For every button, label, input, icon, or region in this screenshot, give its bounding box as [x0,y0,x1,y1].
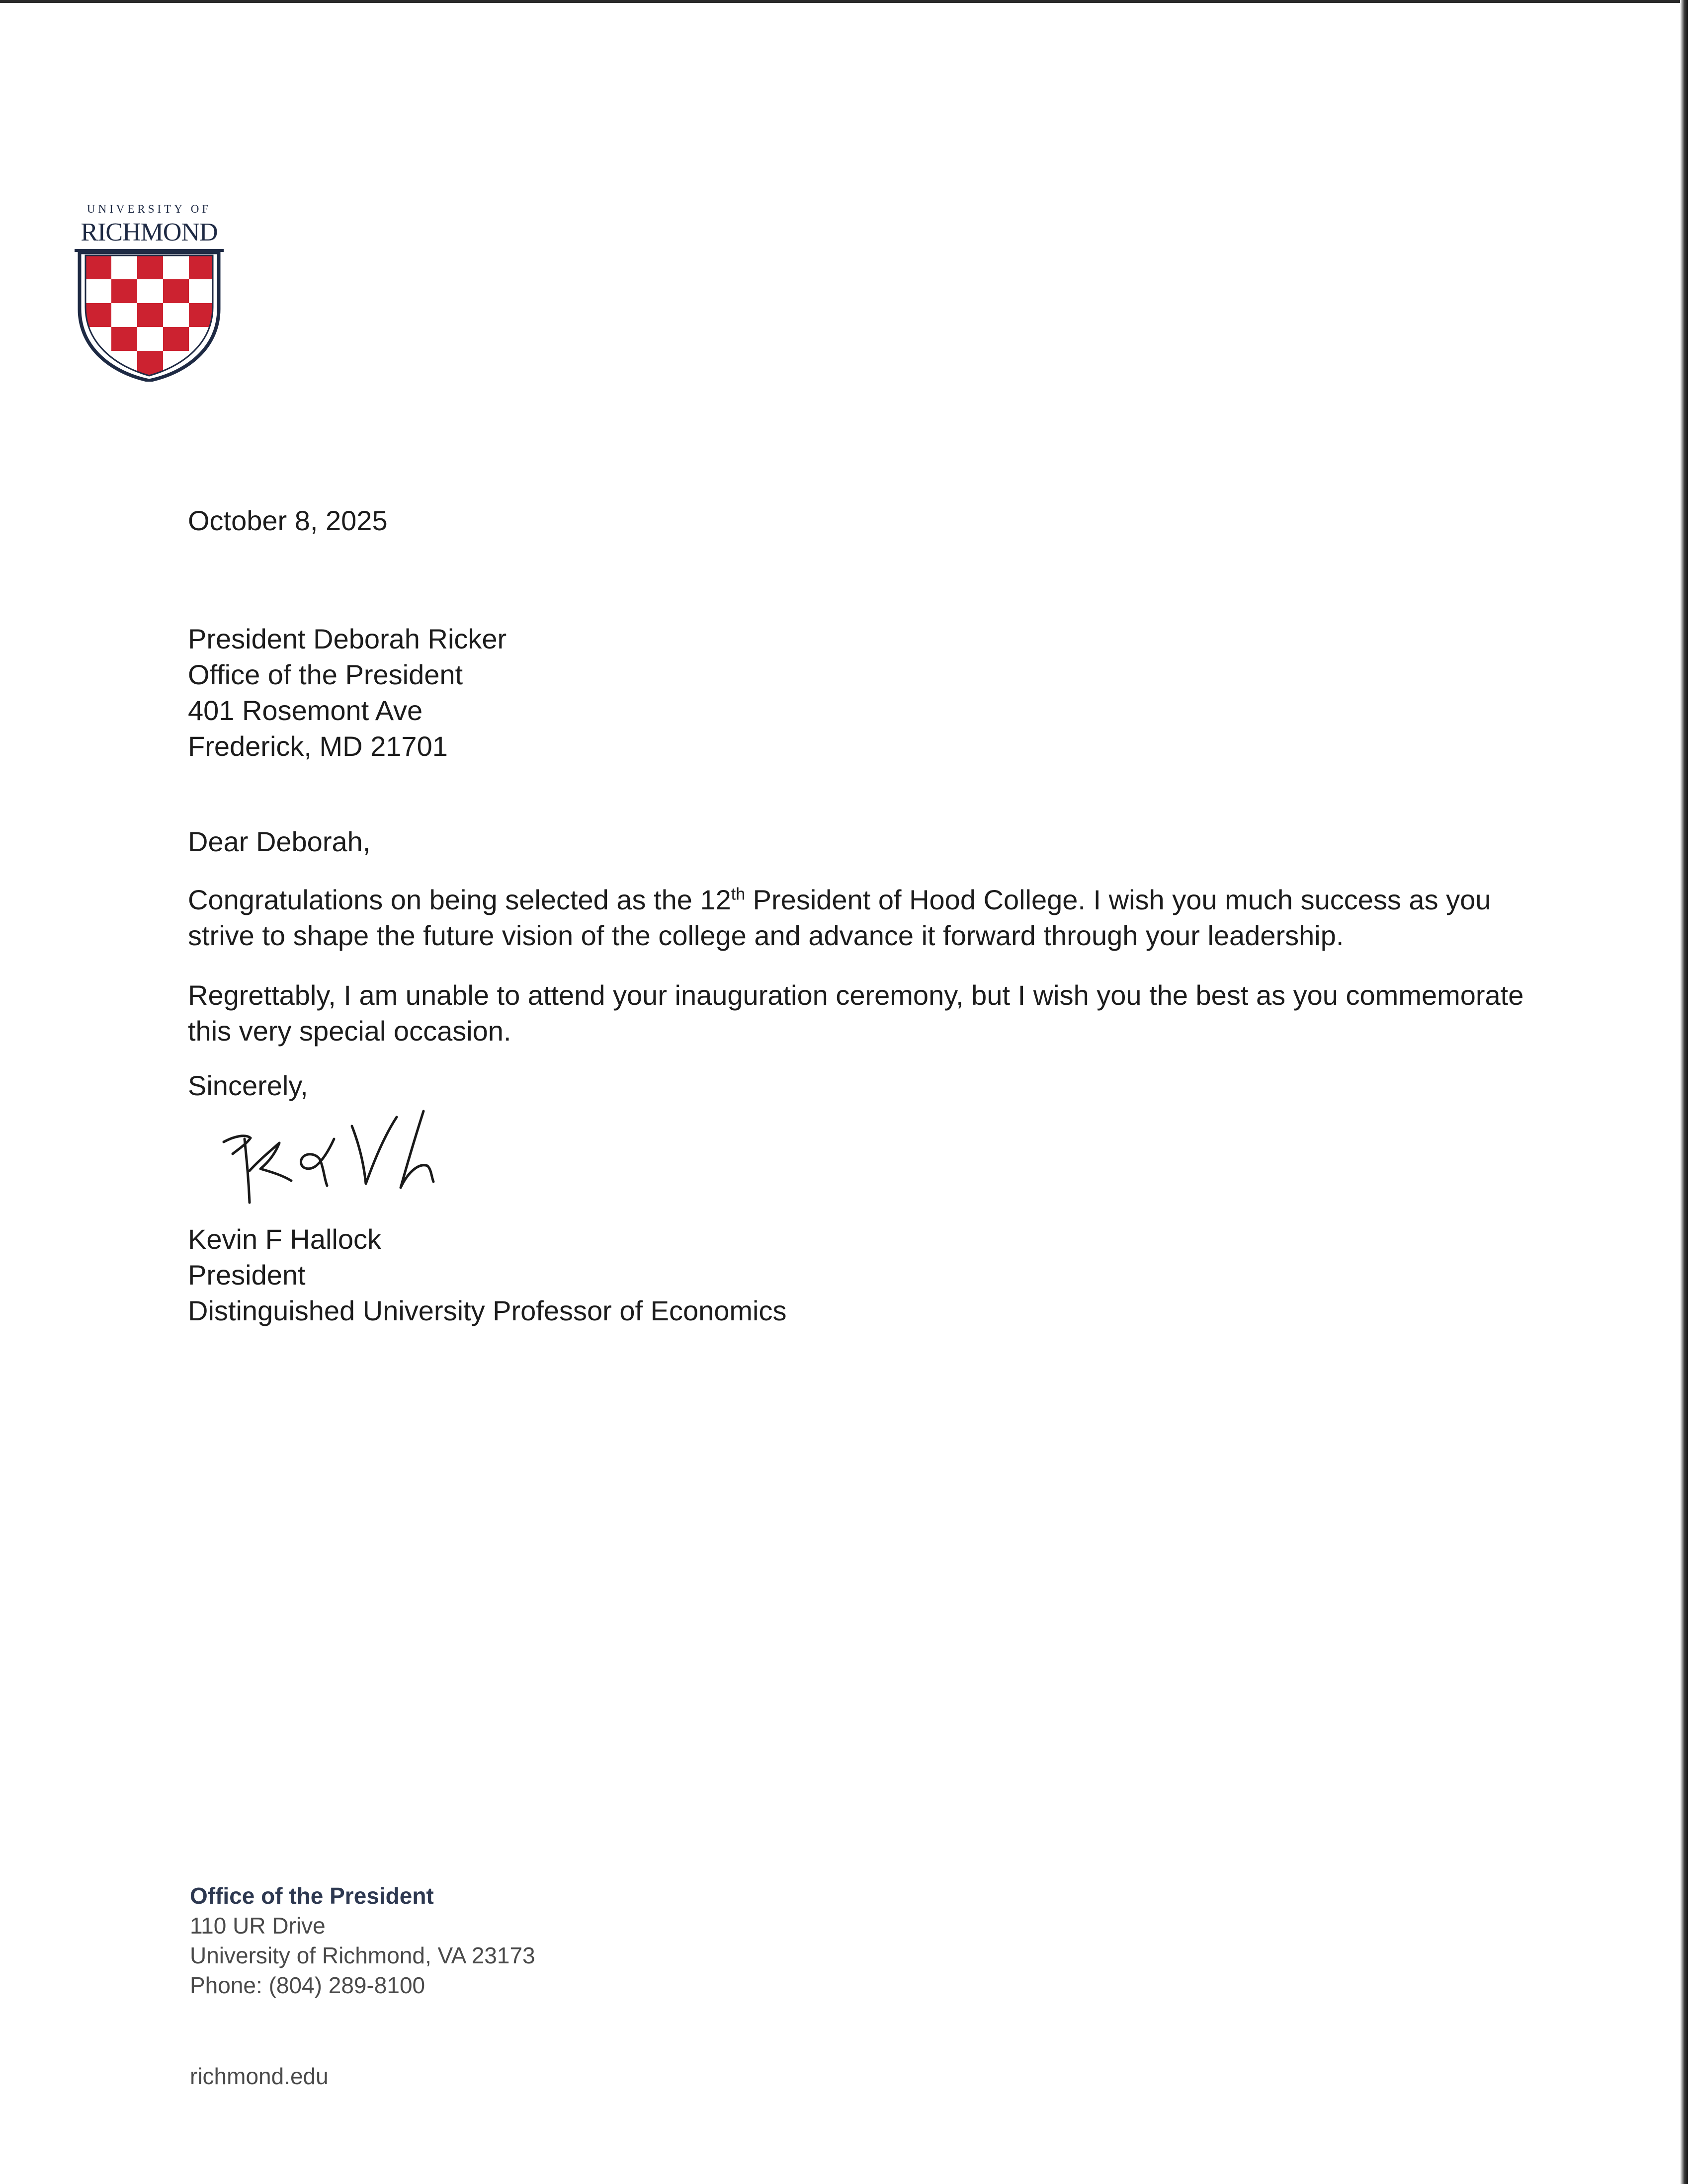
recipient-name: President Deborah Ricker [188,623,507,654]
footer-office: Office of the President [190,1883,434,1909]
signer-role: Distinguished University Professor of Economics [188,1295,787,1326]
paragraph-1-end: President of Hood College. I wish you much success as you strive to shape the future vision of the college and advance it forward through your leadership. [188,884,1491,951]
signer-title: President [188,1259,306,1291]
footer-website: richmond.edu [190,2063,329,2089]
recipient-office: Office of the President [188,659,463,690]
recipient-address [188,621,506,764]
footer-address [190,1881,535,2000]
signer-block [188,1221,786,1329]
logo-line-2: RICHMOND [81,218,218,246]
scan-top-edge [0,0,1688,3]
shield-icon [75,248,224,382]
closing: Sincerely, [188,1070,308,1101]
paragraph-congratulations [188,882,1530,954]
recipient-street: 401 Rosemont Ave [188,695,423,726]
logo-line-1: UNIVERSITY OF [86,203,212,215]
signer-name: Kevin F Hallock [188,1223,382,1255]
paragraph-regrets: Regrettably, I am unable to attend your inauguration ceremony, but I wish you the best as you commemorate this very special occasion. [188,979,1524,1047]
ordinal-superscript: th [731,885,746,904]
footer-phone: Phone: (804) 289-8100 [190,1972,425,1998]
paragraph-1-start: Congratulations on being selected as the 12 [188,884,731,915]
scan-right-edge [1680,0,1688,2184]
footer-street: 110 UR Drive [190,1913,326,1939]
university-logo [75,203,224,382]
salutation: Dear Deborah, [188,826,371,857]
footer-city: University of Richmond, VA 23173 [190,1942,535,1968]
letter-date: October 8, 2025 [188,505,388,536]
recipient-city: Frederick, MD 21701 [188,730,448,762]
handwritten-signature [219,1108,477,1222]
